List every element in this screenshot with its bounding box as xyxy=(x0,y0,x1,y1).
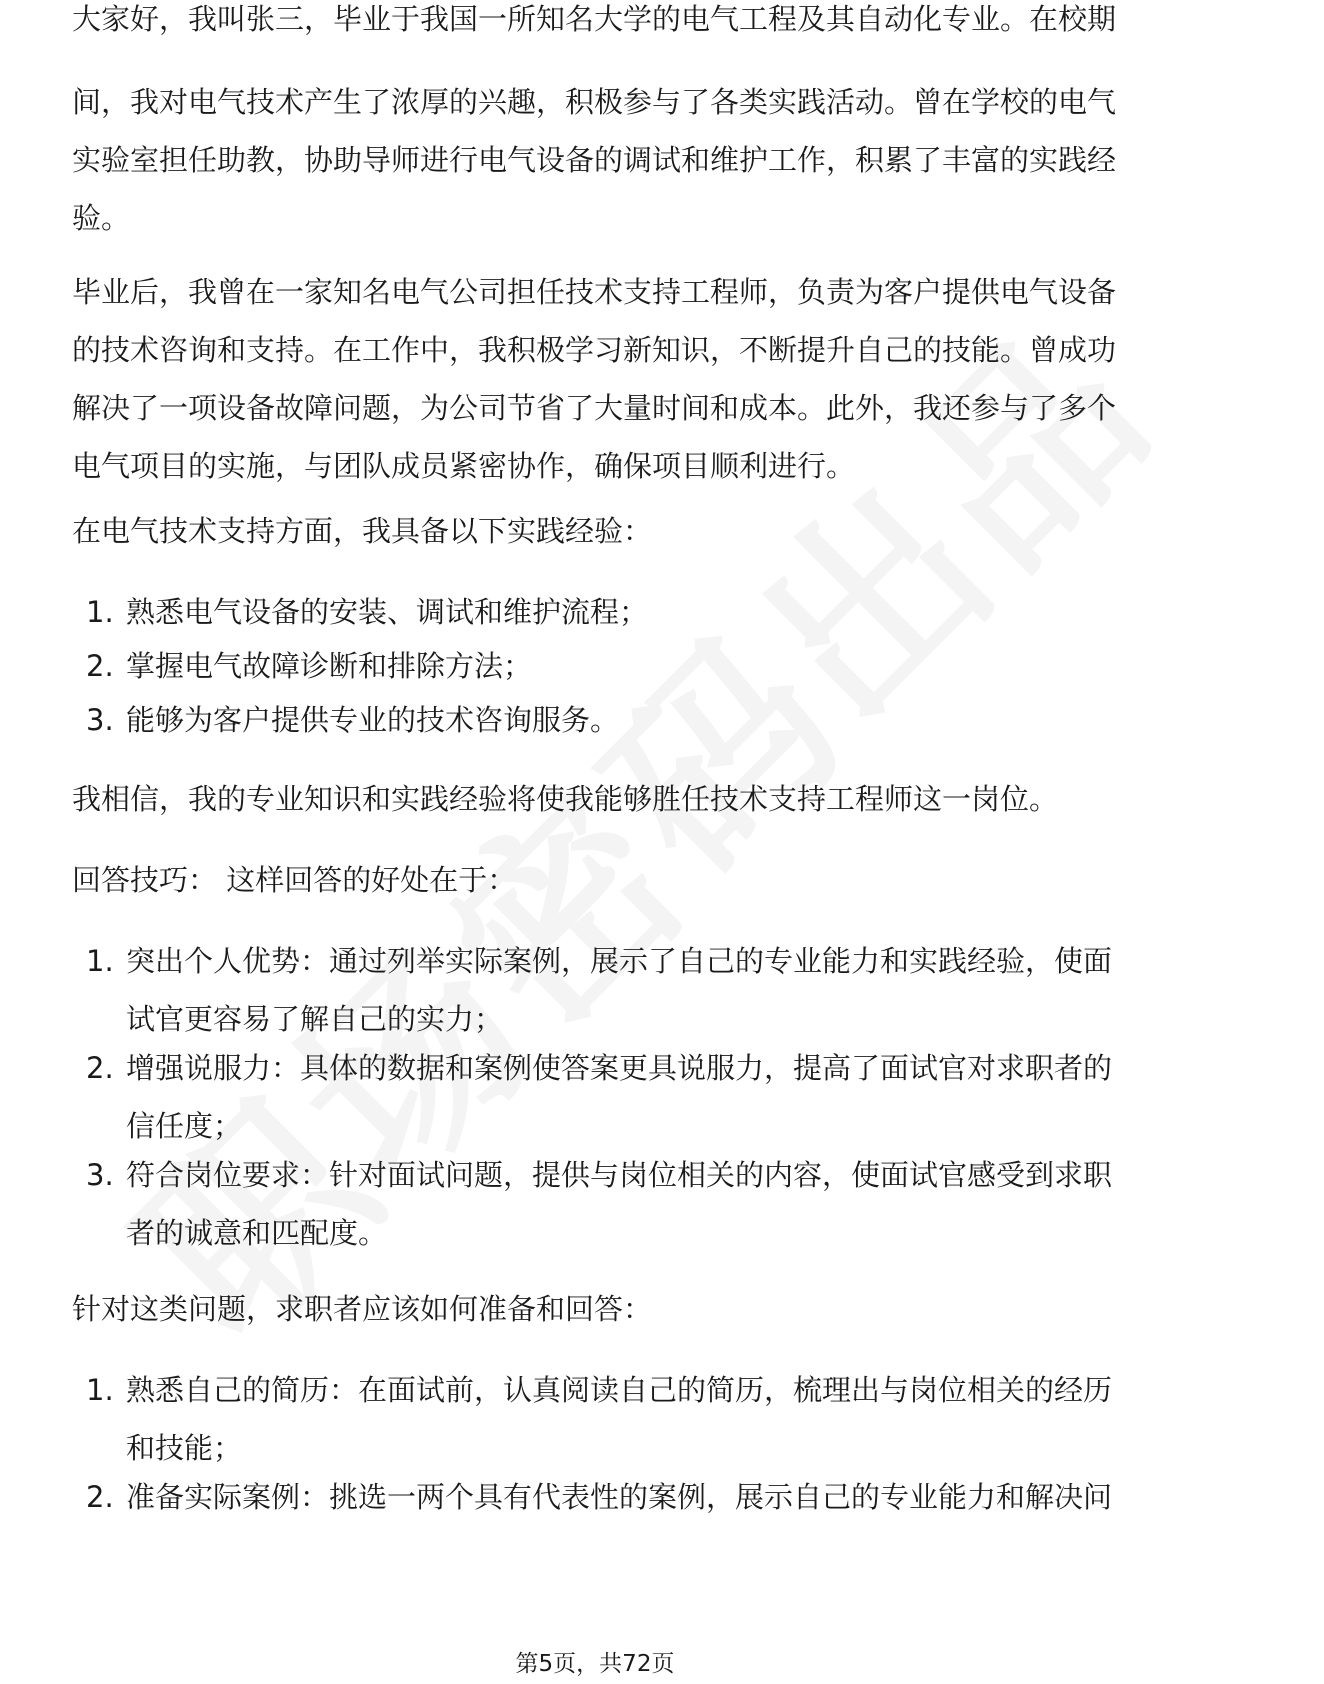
paragraph-tips-heading: 回答技巧： 这样回答的好处在于： xyxy=(72,863,517,897)
list-number: 2. xyxy=(86,1051,114,1085)
list-text: 掌握电气故障诊断和排除方法； xyxy=(126,649,533,683)
page-number-footer: 第5页，共72页 xyxy=(515,1651,675,1677)
list-text: 熟悉自己的简历：在面试前，认真阅读自己的简历，梳理出与岗位相关的经历和技能； xyxy=(126,1373,1113,1465)
list-text: 增强说服力：具体的数据和案例使答案更具说服力，提高了面试官对求职者的信任度； xyxy=(126,1051,1113,1143)
list-number: 1. xyxy=(86,944,114,978)
list-number: 1. xyxy=(86,1373,114,1407)
list-item xyxy=(72,932,1122,1048)
list-text: 符合岗位要求：针对面试问题，提供与岗位相关的内容，使面试官感受到求职者的诚意和匹配度。 xyxy=(126,1158,1113,1250)
paragraph-prep-heading: 针对这类问题，求职者应该如何准备和回答： xyxy=(72,1292,653,1326)
paragraph-experience-intro: 在电气技术支持方面，我具备以下实践经验： xyxy=(72,514,653,548)
cut-off-line xyxy=(72,2,1122,70)
list-item xyxy=(72,1468,1122,1526)
list-item xyxy=(72,691,1122,749)
list-text: 熟悉电气设备的安装、调试和维护流程； xyxy=(126,595,649,629)
list-item xyxy=(72,1146,1122,1262)
list-item xyxy=(72,1361,1122,1477)
list-number: 3. xyxy=(86,1158,114,1192)
list-item xyxy=(72,637,1122,695)
paragraph-intro-cut: 大家好，我叫张三，毕业于我国一所知名大学的电气工程及其自动化专业。在校期 xyxy=(72,2,1117,36)
list-item xyxy=(72,583,1122,641)
list-text: 能够为客户提供专业的技术咨询服务。 xyxy=(126,703,620,737)
list-number: 3. xyxy=(86,703,114,737)
paragraph-work: 毕业后，我曾在一家知名电气公司担任技术支持工程师，负责为客户提供电气设备的技术咨询和支持。在工作中，我积极学习新知识，不断提升自己的技能。曾成功解决了一项设备故障问题，为公司节省了大量时间和成本。此外，我还参与了多个电气项目的实施，与团队成员紧密协作，确保项目顺利进行。 xyxy=(72,275,1117,483)
list-text: 准备实际案例：挑选一两个具有代表性的案例，展示自己的专业能力和解决问 xyxy=(126,1480,1113,1514)
list-number: 2. xyxy=(86,649,114,683)
list-number: 2. xyxy=(86,1480,114,1514)
paragraph-conclusion: 我相信，我的专业知识和实践经验将使我能够胜任技术支持工程师这一岗位。 xyxy=(72,782,1059,816)
list-text: 突出个人优势：通过列举实际案例，展示了自己的专业能力和实践经验，使面试官更容易了解自己的实力； xyxy=(126,944,1113,1036)
paragraph-school: 间，我对电气技术产生了浓厚的兴趣，积极参与了各类实践活动。曾在学校的电气实验室担任助教，协助导师进行电气设备的调试和维护工作，积累了丰富的实践经验。 xyxy=(72,85,1117,235)
list-item xyxy=(72,1039,1122,1155)
list-number: 1. xyxy=(86,595,114,629)
